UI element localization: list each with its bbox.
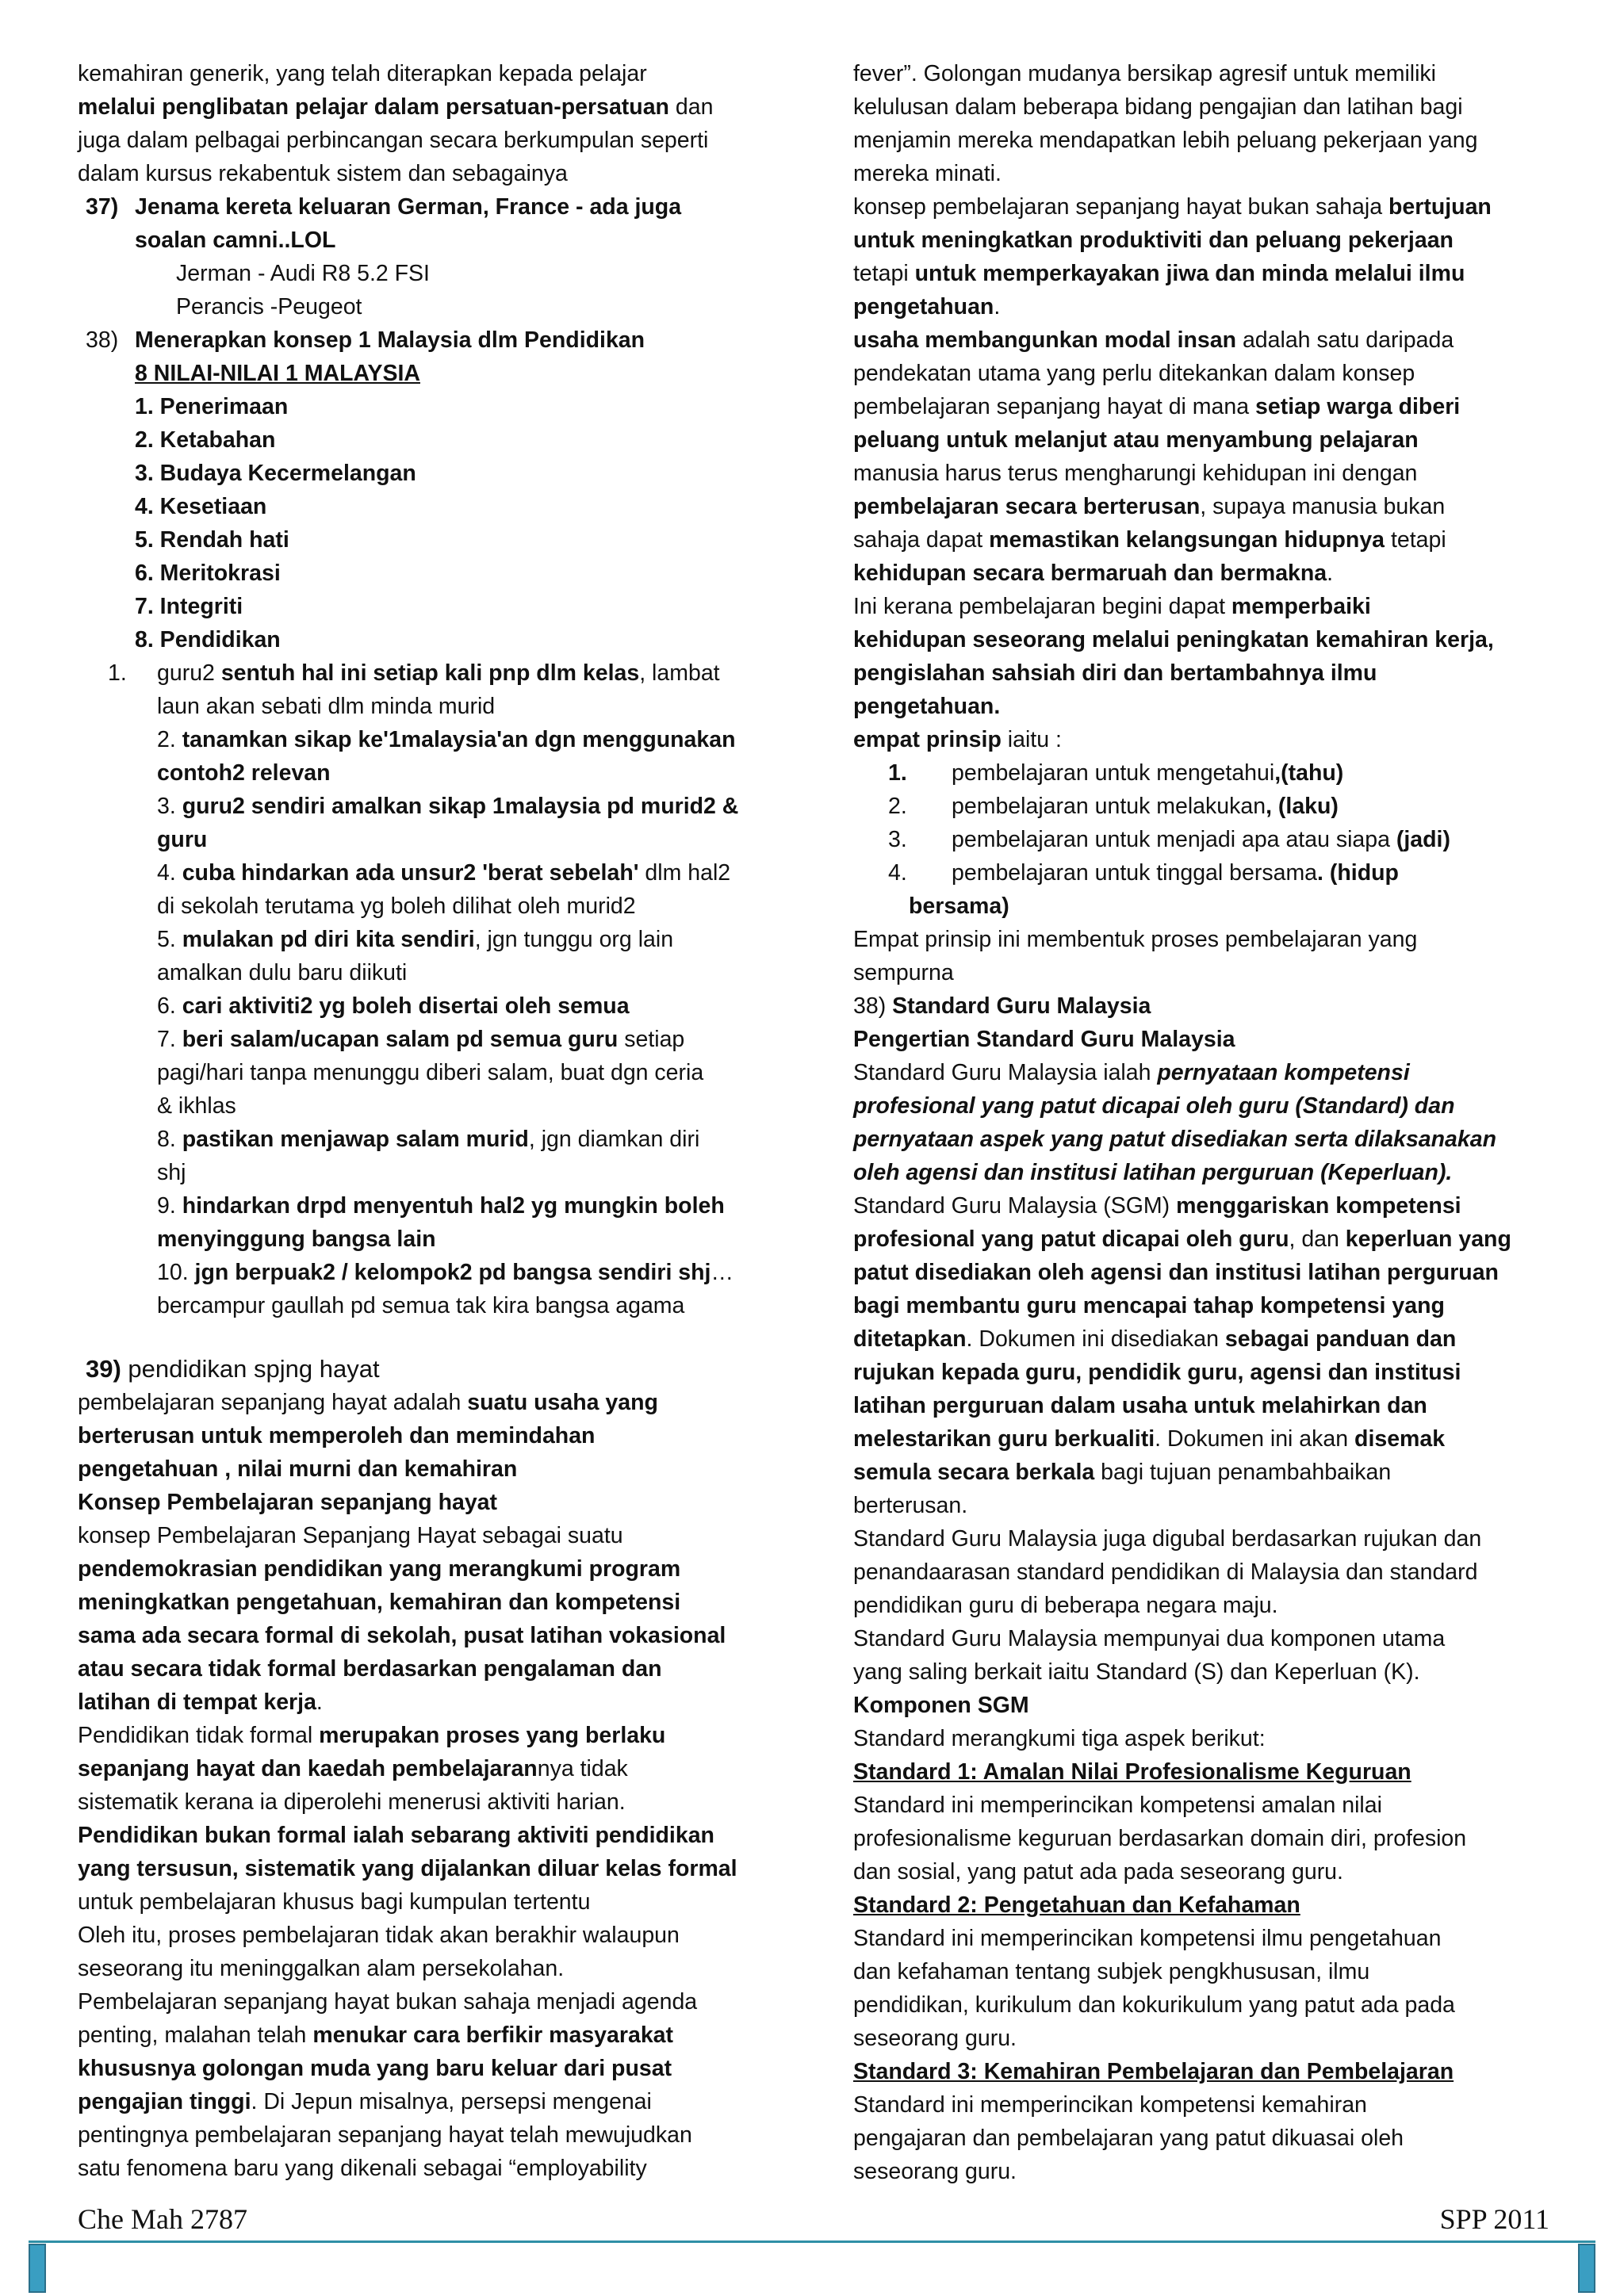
konsep-para: meningkatkan pengetahuan, kemahiran dan kompetensi	[78, 1590, 681, 1615]
para: Pembelajaran sepanjang hayat bukan sahaja menjadi agenda	[78, 1989, 698, 2015]
q39-para: pengetahuan , nilai murni dan kemahiran	[78, 1456, 518, 1482]
intro-line: kemahiran generik, yang telah diterapkan kepada pelajar	[78, 61, 647, 86]
para: dan sosial, yang patut ada pada seseorang guru.	[853, 1859, 1343, 1885]
para: Standard ini memperincikan kompetensi amalan nilai	[853, 1793, 1382, 1818]
para: pengajaran dan pembelajaran yang patut dikuasai oleh	[853, 2126, 1404, 2151]
tip-item: 2. tanamkan sikap ke'1malaysia'an dgn menggunakan	[157, 727, 736, 752]
tip-item-cont: shj	[157, 1160, 186, 1185]
tip-item: 4. cuba hindarkan ada unsur2 'berat sebelah' dlm hal2	[157, 860, 731, 886]
para: pengajian tinggi. Di Jepun misalnya, persepsi mengenai	[78, 2089, 652, 2114]
tip-item: 6. cari aktiviti2 yg boleh disertai oleh semua	[157, 993, 630, 1019]
q37-answer: Perancis -Peugeot	[176, 294, 362, 320]
para: profesional yang patut dicapai oleh guru (Standard) dan	[853, 1093, 1455, 1119]
para: bagi membantu guru mencapai tahap kompetensi yang	[853, 1293, 1445, 1318]
para: pendidikan guru di beberapa negara maju.	[853, 1593, 1278, 1618]
para: seseorang itu meninggalkan alam persekolahan.	[78, 1956, 565, 1981]
tip-item-cont: guru	[157, 827, 208, 852]
para: yang saling berkait iaitu Standard (S) dan Keperluan (K).	[853, 1659, 1420, 1685]
para: pengislahan sahsiah diri dan bertambahnya ilmu	[853, 660, 1377, 686]
tip-item: 3. guru2 sendiri amalkan sikap 1malaysia pd murid2 &	[157, 794, 739, 819]
prinsip-item: 1. pembelajaran untuk mengetahui,(tahu)	[888, 760, 1344, 786]
para: untuk meningkatkan produktiviti dan peluang pekerjaan	[853, 228, 1454, 253]
q37-answer: Jerman - Audi R8 5.2 FSI	[176, 261, 430, 286]
footer-left-marker	[29, 2244, 46, 2293]
para: konsep pembelajaran sepanjang hayat bukan sahaja bertujuan	[853, 194, 1492, 220]
q37-heading: 37) Jenama kereta keluaran German, France - ada juga	[86, 194, 682, 220]
para: pembelajaran secara berterusan, supaya manusia bukan	[853, 494, 1446, 519]
tip-item-cont: bercampur gaullah pd semua tak kira bangsa agama	[157, 1293, 685, 1318]
para: dan kefahaman tentang subjek pengkhususan, ilmu	[853, 1959, 1370, 1984]
para: pernyataan aspek yang patut disediakan serta dilaksanakan	[853, 1127, 1497, 1152]
para: oleh agensi dan institusi latihan perguruan (Keperluan).	[853, 1160, 1453, 1185]
informal-para: sepanjang hayat dan kaedah pembelajarannya tidak	[78, 1756, 628, 1781]
footer-right-marker	[1578, 2244, 1595, 2293]
tip-item: 8. pastikan menjawap salam murid, jgn diamkan diri	[157, 1127, 700, 1152]
footer-divider	[29, 2241, 1595, 2243]
intro-line: juga dalam pelbagai perbincangan secara berkumpulan seperti	[78, 128, 709, 153]
prinsip-title: empat prinsip iaitu :	[853, 727, 1062, 752]
tip-item-cont: laun akan sebati dlm minda murid	[157, 694, 496, 719]
q38-heading: 38) Menerapkan konsep 1 Malaysia dlm Pendidikan	[86, 327, 645, 353]
footer-course: SPP 2011	[1439, 2203, 1549, 2235]
para: pengetahuan.	[853, 694, 1001, 719]
tip-item-cont: menyinggung bangsa lain	[157, 1226, 436, 1252]
q39-para: pembelajaran sepanjang hayat adalah suatu usaha yang	[78, 1390, 658, 1415]
value-item: 2. Ketabahan	[135, 427, 276, 453]
standard-3-title: Standard 3: Kemahiran Pembelajaran dan Pembelajaran	[853, 2059, 1454, 2084]
para: tetapi untuk memperkayakan jiwa dan minda melalui ilmu	[853, 261, 1465, 286]
standard-2-title: Standard 2: Pengetahuan dan Kefahaman	[853, 1892, 1300, 1918]
para: Standard Guru Malaysia ialah pernyataan kompetensi	[853, 1060, 1410, 1085]
konsep-para: pendemokrasian pendidikan yang merangkumi program	[78, 1556, 681, 1582]
para: fever”. Golongan mudanya bersikap agresif untuk memiliki	[853, 61, 1437, 86]
tip-item: 1. guru2 sentuh hal ini setiap kali pnp dlm kelas, lambat	[108, 660, 720, 686]
tip-item: 5. mulakan pd diri kita sendiri, jgn tunggu org lain	[157, 927, 674, 952]
tip-item-cont: pagi/hari tanpa menunggu diberi salam, buat dgn ceria	[157, 1060, 704, 1085]
para: penting, malahan telah menukar cara berfikir masyarakat	[78, 2022, 674, 2048]
para: pengetahuan.	[853, 294, 1001, 320]
para: khususnya golongan muda yang baru keluar dari pusat	[78, 2056, 672, 2081]
komponen-title: Komponen SGM	[853, 1693, 1029, 1718]
value-item: 8. Pendidikan	[135, 627, 281, 652]
tip-item: 7. beri salam/ucapan salam pd semua guru setiap	[157, 1027, 685, 1052]
prinsip-item-cont: bersama)	[909, 894, 1009, 919]
sgm-def-title: Pengertian Standard Guru Malaysia	[853, 1027, 1235, 1052]
intro-line: dalam kursus rekabentuk sistem dan sebagainya	[78, 161, 568, 186]
left-column	[78, 57, 776, 2185]
informal-para: Pendidikan bukan formal ialah sebarang aktiviti pendidikan	[78, 1823, 714, 1848]
para: profesionalisme keguruan berdasarkan domain diri, profesion	[853, 1826, 1467, 1851]
para: Ini kerana pembelajaran begini dapat memperbaiki	[853, 594, 1371, 619]
para: Standard merangkumi tiga aspek berikut:	[853, 1726, 1266, 1751]
q39-heading: 39) pendidikan spjng hayat	[86, 1355, 380, 1383]
value-item: 6. Meritokrasi	[135, 561, 281, 586]
tip-item-cont: & ikhlas	[157, 1093, 236, 1119]
para: kelulusan dalam beberapa bidang pengajian dan latihan bagi	[853, 94, 1463, 120]
tip-item: 9. hindarkan drpd menyentuh hal2 yg mungkin boleh	[157, 1193, 725, 1219]
para: sempurna	[853, 960, 954, 985]
para: semula secara berkala bagi tujuan penambahbaikan	[853, 1460, 1392, 1485]
tip-item-cont: contoh2 relevan	[157, 760, 331, 786]
para: ditetapkan. Dokumen ini disediakan sebagai panduan dan	[853, 1326, 1457, 1352]
q39-para: berterusan untuk memperoleh dan memindahan	[78, 1423, 596, 1448]
para: kehidupan secara bermaruah dan bermakna.	[853, 561, 1334, 586]
informal-para: sistematik kerana ia diperolehi menerusi aktiviti harian.	[78, 1789, 626, 1815]
para: pendekatan utama yang perlu ditekankan dalam konsep	[853, 361, 1415, 386]
standard-1-title: Standard 1: Amalan Nilai Profesionalisme Keguruan	[853, 1759, 1411, 1785]
para: peluang untuk melanjut atau menyambung pelajaran	[853, 427, 1419, 453]
value-item: 7. Integriti	[135, 594, 243, 619]
q38-subtitle: 8 NILAI-NILAI 1 MALAYSIA	[135, 361, 420, 386]
prinsip-item: 4. pembelajaran untuk tinggal bersama. (hidup	[888, 860, 1399, 886]
value-item: 1. Penerimaan	[135, 394, 289, 419]
para: Standard ini memperincikan kompetensi kemahiran	[853, 2092, 1367, 2118]
informal-para: Pendidikan tidak formal merupakan proses yang berlaku	[78, 1723, 666, 1748]
konsep-para: latihan di tempat kerja.	[78, 1689, 323, 1715]
konsep-para: konsep Pembelajaran Sepanjang Hayat sebagai suatu	[78, 1523, 623, 1548]
para: seseorang guru.	[853, 2159, 1017, 2184]
para: profesional yang patut dicapai oleh guru, dan keperluan yang	[853, 1226, 1511, 1252]
q37-heading-cont: soalan camni..LOL	[135, 228, 336, 253]
para: latihan perguruan dalam usaha untuk melahirkan dan	[853, 1393, 1427, 1418]
para: patut disediakan oleh agensi dan institusi latihan perguruan	[853, 1260, 1499, 1285]
right-column	[853, 57, 1553, 2188]
konsep-title: Konsep Pembelajaran sepanjang hayat	[78, 1490, 498, 1515]
footer-author: Che Mah 2787	[78, 2203, 247, 2235]
para: pembelajaran sepanjang hayat di mana setiap warga diberi	[853, 394, 1461, 419]
para: pentingnya pembelajaran sepanjang hayat telah mewujudkan	[78, 2122, 692, 2148]
para: usaha membangunkan modal insan adalah satu daripada	[853, 327, 1454, 353]
prinsip-item: 3. pembelajaran untuk menjadi apa atau siapa (jadi)	[888, 827, 1450, 852]
para: sahaja dapat memastikan kelangsungan hidupnya tetapi	[853, 527, 1446, 553]
informal-para: untuk pembelajaran khusus bagi kumpulan tertentu	[78, 1889, 591, 1915]
value-item: 3. Budaya Kecermelangan	[135, 461, 416, 486]
value-item: 5. Rendah hati	[135, 527, 289, 553]
value-item: 4. Kesetiaan	[135, 494, 267, 519]
para: Empat prinsip ini membentuk proses pembelajaran yang	[853, 927, 1418, 952]
para: Oleh itu, proses pembelajaran tidak akan berakhir walaupun	[78, 1923, 680, 1948]
para: Standard Guru Malaysia juga digubal berdasarkan rujukan dan	[853, 1526, 1482, 1552]
konsep-para: sama ada secara formal di sekolah, pusat latihan vokasional	[78, 1623, 726, 1648]
para: satu fenomena baru yang dikenali sebagai “employability	[78, 2156, 647, 2181]
para: rujukan kepada guru, pendidik guru, agensi dan institusi	[853, 1360, 1461, 1385]
para: Standard Guru Malaysia mempunyai dua komponen utama	[853, 1626, 1446, 1651]
para: pendidikan, kurikulum dan kokurikulum yang patut ada pada	[853, 1992, 1455, 2018]
tip-item-cont: amalkan dulu baru diikuti	[157, 960, 408, 985]
informal-para: yang tersusun, sistematik yang dijalankan diluar kelas formal	[78, 1856, 737, 1881]
para: manusia harus terus mengharungi kehidupan ini dengan	[853, 461, 1418, 486]
para: kehidupan seseorang melalui peningkatan kemahiran kerja,	[853, 627, 1494, 652]
intro-line: melalui penglibatan pelajar dalam persatuan-persatuan dan	[78, 94, 714, 120]
para: penandaarasan standard pendidikan di Malaysia dan standard	[853, 1559, 1478, 1585]
para: Standard Guru Malaysia (SGM) menggariskan kompetensi	[853, 1193, 1461, 1219]
prinsip-item: 2. pembelajaran untuk melakukan, (laku)	[888, 794, 1339, 819]
para: berterusan.	[853, 1493, 968, 1518]
para: mereka minati.	[853, 161, 1002, 186]
para: Standard ini memperincikan kompetensi ilmu pengetahuan	[853, 1926, 1442, 1951]
sgm-heading: 38) Standard Guru Malaysia	[853, 993, 1151, 1019]
konsep-para: atau secara tidak formal berdasarkan pengalaman dan	[78, 1656, 662, 1682]
tip-item: 10. jgn berpuak2 / kelompok2 pd bangsa sendiri shj…	[157, 1260, 733, 1285]
para: melestarikan guru berkualiti. Dokumen ini akan disemak	[853, 1426, 1446, 1452]
tip-item-cont: di sekolah terutama yg boleh dilihat oleh murid2	[157, 894, 636, 919]
para: menjamin mereka mendapatkan lebih peluang pekerjaan yang	[853, 128, 1478, 153]
para: seseorang guru.	[853, 2026, 1017, 2051]
